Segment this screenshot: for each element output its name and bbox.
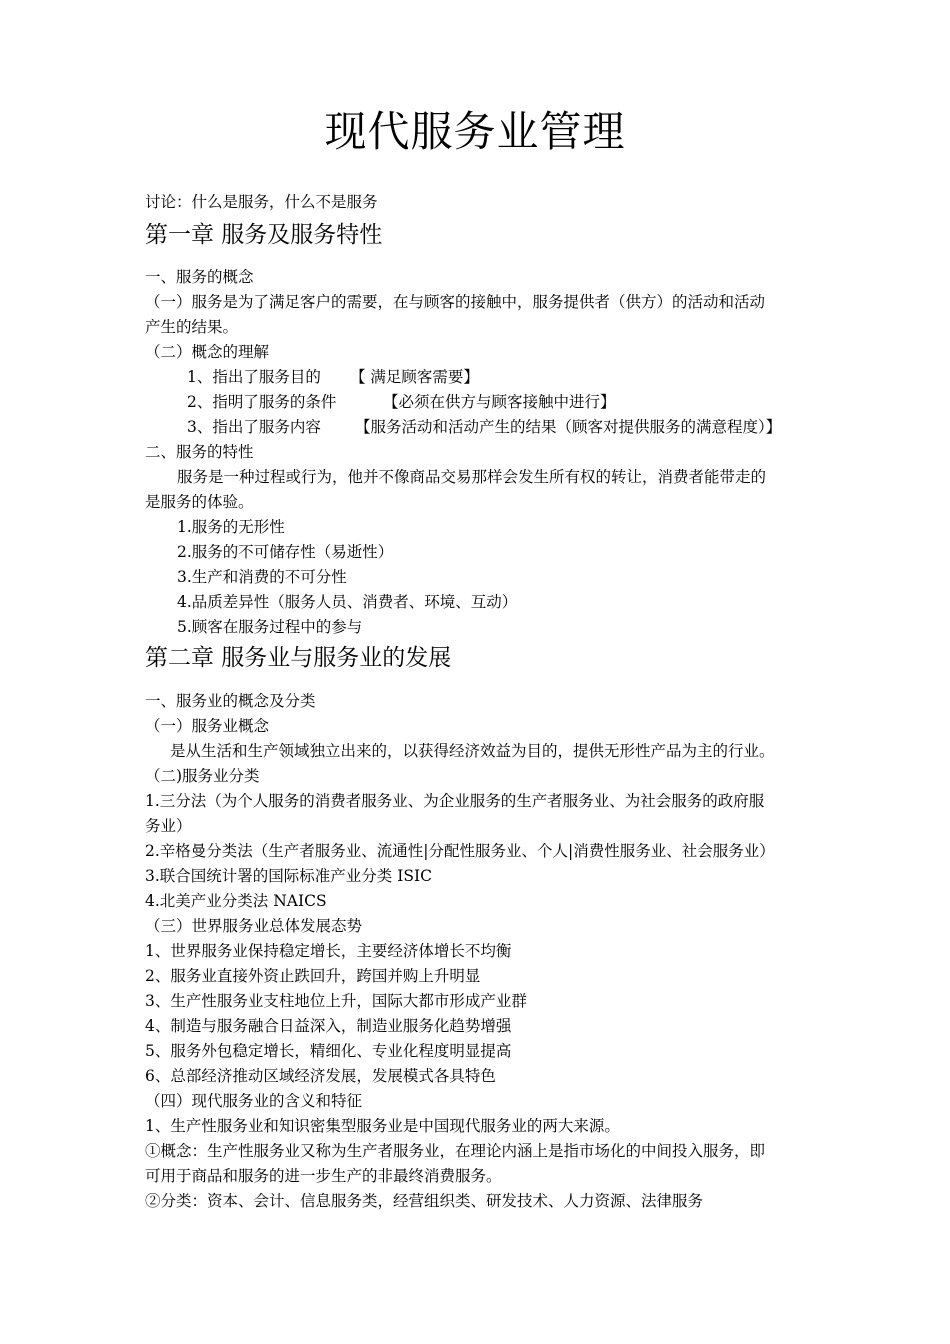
- ch2-sub1-heading: （一）服务业概念: [145, 717, 270, 735]
- ch2-sub4-heading: （四）现代服务业的含义和特征: [145, 1092, 363, 1110]
- ch1-item2-label: 2、指明了服务的条件: [187, 393, 337, 411]
- ch2-mod1: 1、生产性服务业和知识密集型服务业是中国现代服务业的两大来源。: [145, 1117, 620, 1135]
- ch1-sec2-paragraph-line2: 是服务的体验。: [145, 493, 254, 511]
- ch1-sec2-paragraph-line1: 服务是一种过程或行为，他并不像商品交易那样会发生所有权的转让，消费者能带走的: [177, 468, 767, 486]
- ch1-item1-label: 1、指出了服务目的: [187, 368, 321, 386]
- ch2-trend5: 5、服务外包稳定增长，精细化、专业化程度明显提高: [145, 1042, 512, 1060]
- ch1-item3-value: 【服务活动和活动产生的结果（顾客对提供服务的满意程度）】: [355, 418, 782, 436]
- ch1-sec1-subheading: （二）概念的理解: [145, 343, 270, 361]
- ch1-trait2: 2.服务的不可储存性（易逝性）: [177, 543, 394, 561]
- ch1-trait4: 4.品质差异性（服务人员、消费者、环境、互动）: [177, 593, 518, 611]
- ch2-sec1-heading: 一、服务业的概念及分类: [145, 692, 316, 710]
- ch1-item1: [187, 365, 812, 390]
- ch2-concept-line2: 可用于商品和服务的进一步生产的非最终消费服务。: [145, 1167, 502, 1185]
- ch1-trait3: 3.生产和消费的不可分性: [177, 568, 347, 586]
- ch2-trend1: 1、世界服务业保持稳定增长，主要经济体增长不均衡: [145, 942, 512, 960]
- ch1-sec1-paragraph-line2: 产生的结果。: [145, 318, 239, 336]
- ch2-trend4: 4、制造与服务融合日益深入，制造业服务化趋势增强: [145, 1017, 512, 1035]
- ch2-trend6: 6、总部经济推动区域经济发展，发展模式各具特色: [145, 1067, 496, 1085]
- ch1-sec1-paragraph-line1: （一）服务是为了满足客户的需要，在与顾客的接触中，服务提供者（供方）的活动和活动: [145, 293, 766, 311]
- chapter1-heading: 第一章 服务及服务特性: [145, 222, 383, 248]
- ch2-cls4: 4.北美产业分类法 NAICS: [145, 892, 327, 910]
- ch2-trend3: 3、生产性服务业支柱地位上升，国际大都市形成产业群: [145, 992, 527, 1010]
- ch1-trait5: 5.顾客在服务过程中的参与: [177, 618, 363, 636]
- ch1-item3: [187, 415, 781, 440]
- ch2-cls3: 3.联合国统计署的国际标准产业分类 ISIC: [145, 867, 432, 885]
- ch2-sub3-heading: （三）世界服务业总体发展态势: [145, 917, 363, 935]
- ch2-sub2-heading: （二)服务业分类: [145, 767, 260, 785]
- ch2-concept-line1: ①概念：生产性服务业又称为生产者服务业，在理论内涵上是指市场化的中间投入服务，即: [145, 1142, 766, 1160]
- ch1-sec1-heading: 一、服务的概念: [145, 268, 254, 286]
- ch2-classify: ②分类：资本、会计、信息服务类，经营组织类、研发技术、人力资源、法律服务: [145, 1192, 704, 1210]
- ch1-sec2-heading: 二、服务的特性: [145, 443, 254, 461]
- document-title: 现代服务业管理: [324, 107, 626, 156]
- discussion-prompt: 讨论：什么是服务，什么不是服务: [145, 193, 378, 211]
- chapter2-heading: 第二章 服务业与服务业的发展: [145, 645, 452, 671]
- ch1-trait1: 1.服务的无形性: [177, 518, 285, 536]
- ch2-trend2: 2、服务业直接外资止跌回升，跨国并购上升明显: [145, 967, 481, 985]
- ch2-cls1-line2: 务业）: [145, 817, 192, 835]
- ch2-cls2: 2.辛格曼分类法（生产者服务业、流通性|分配性服务业、个人|消费性服务业、社会服务业）: [145, 842, 775, 860]
- ch1-item2: [187, 390, 812, 415]
- ch1-item2-value: 【必须在供方与顾客接触中进行】: [383, 393, 616, 411]
- ch2-sub1-text: 是从生活和生产领域独立出来的，以获得经济效益为目的，提供无形性产品为主的行业。: [170, 742, 775, 760]
- ch2-cls1-line1: 1.三分法（为个人服务的消费者服务业、为企业服务的生产者服务业、为社会服务的政府服: [145, 792, 765, 810]
- ch1-item1-value: 【 满足顾客需要】: [350, 368, 479, 386]
- ch1-item3-label: 3、指出了服务内容: [187, 418, 321, 436]
